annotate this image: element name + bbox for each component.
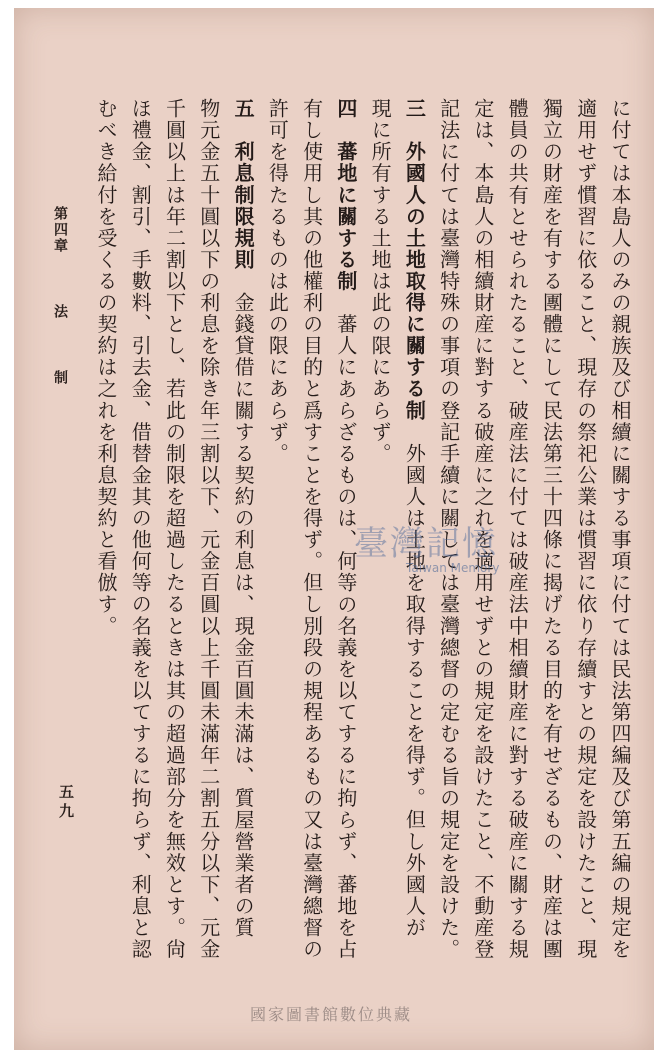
text-column	[539, 98, 563, 968]
body-text: 千圓以上は年二割以下とし、若此の制限を超過したるときは其の超過部分を無效とす。尙	[162, 98, 187, 960]
body-text: 外國人は土地を取得することを得ず。但し外國人が	[402, 421, 427, 939]
text-column	[128, 98, 152, 968]
book-page	[14, 8, 654, 1050]
footer-stamp: 國家圖書館數位典藏	[250, 1005, 413, 1024]
body-text: ほ禮金、割引、手數料、引去金、借替金其の他何等の名義を以てするに拘らず、利息と認	[128, 98, 153, 960]
body-text: 定は、本島人の相續財産に對する破産に之れを適用せずとの規定を設けたこと、不動産登	[470, 98, 495, 960]
section-heading: 四 蕃地に關する制	[333, 98, 358, 292]
body-text: 有し使用し其の他權利の目的と爲すことを得ず。但し別段の規程あるもの又は臺灣總督の	[299, 98, 324, 960]
running-head-chapter: 第四章	[52, 206, 68, 254]
text-column	[300, 98, 324, 968]
body-text: 獨立の財産を有する團體にして民法第三十四條に揭げたる目的を有せざるもの、財産は團	[539, 98, 564, 960]
body-text: むべき給付を受くるの契約は之れを利息契約と看倣す。	[94, 98, 118, 637]
body-text: に付ては本島人のみの親族及び相續に關する事項に付ては民法第四編及び第五編の規定を	[607, 98, 632, 960]
section-heading: 五 利息制限規則	[231, 98, 256, 271]
text-column	[163, 98, 187, 968]
text-column	[197, 98, 221, 968]
running-head-title-2: 制	[52, 370, 68, 386]
text-column	[608, 98, 632, 968]
section-heading: 三 外國人の土地取得に關する制	[402, 98, 427, 422]
body-text: 記法に付ては臺灣特殊の事項の登記手續に關しては臺灣總督の定むる旨の規定を設けた。	[436, 98, 461, 960]
body-text: 現に所有する土地は此の限にあらず。	[368, 98, 393, 465]
page-number: 五九	[57, 784, 75, 822]
body-text: 蕃人にあらざるものは、何等の名義を以てするに拘らず、蕃地を占	[333, 291, 358, 961]
text-column	[505, 98, 529, 968]
text-column	[265, 98, 289, 968]
text-column	[574, 98, 598, 968]
text-column	[231, 98, 255, 968]
body-text: 體員の共有とせられたること、破産法に付ては破産法中相續財産に對する破産に關する規	[505, 98, 530, 960]
watermark-subtitle: Taiwan Memory	[406, 561, 500, 575]
text-column	[94, 98, 118, 968]
running-head	[50, 206, 70, 386]
body-text: 物元金五十圓以下の利息を除き年三割以下、元金百圓以上千圓未滿年二割五分以下、元金	[196, 98, 221, 960]
body-text: 金錢貸借に關する契約の利息は、現金百圓未滿は、質屋營業者の質	[231, 270, 256, 939]
body-text: 適用せず慣習に依ること、現存の祭祀公業は慣習に依り存續すとの規定を設けたこと、現	[573, 98, 598, 960]
running-head-title-1: 法	[52, 304, 68, 320]
body-text: 許可を得たるものは此の限にあらず。	[265, 98, 290, 465]
watermark-logo: 臺灣記憶	[354, 524, 498, 564]
